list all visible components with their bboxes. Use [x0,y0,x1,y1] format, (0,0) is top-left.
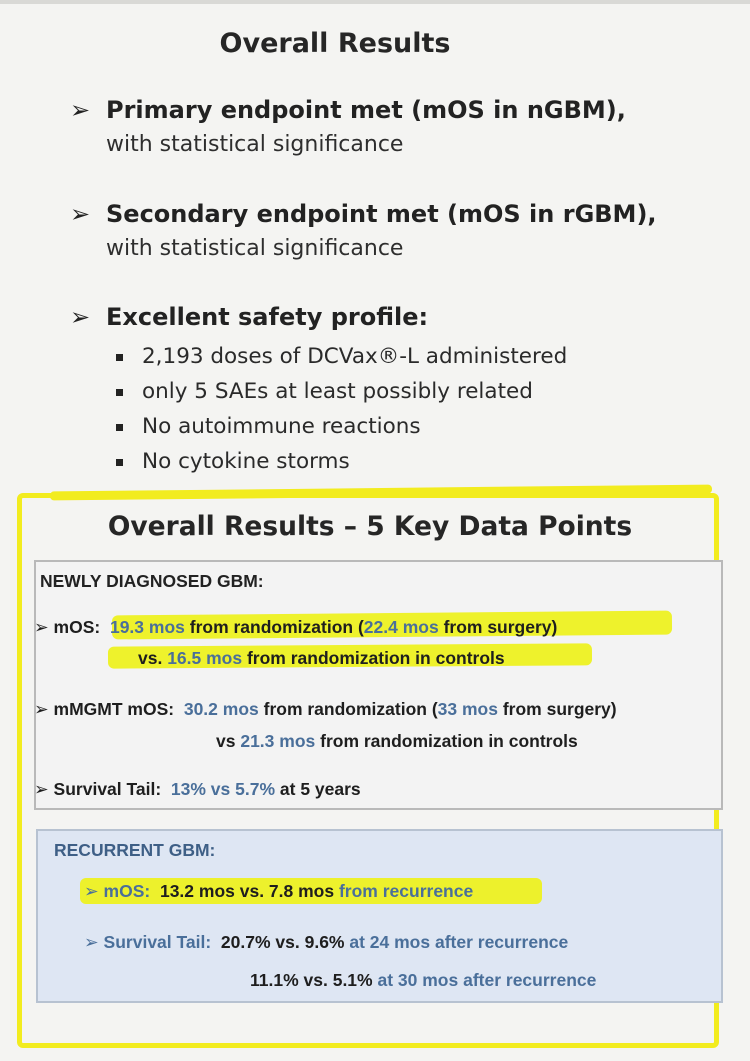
safety-bullet-text: No autoimmune reactions [142,414,421,439]
survival-tail-text: at 5 years [279,779,361,799]
arrow-bullet-icon: ➢ [70,200,91,228]
mmgmt-controls-value: 21.3 mos [240,731,316,751]
arrow-bullet-icon: ➢ [84,881,99,901]
arrow-bullet-icon: ➢ [34,779,49,799]
primary-endpoint-heading: Primary endpoint met (mOS in nGBM), [106,96,626,124]
rgbm-mos-line [84,881,473,902]
vs-text: vs [216,731,236,751]
safety-bullet-list [116,344,567,484]
rgbm-tail-24-value: 20.7% vs. 9.6% [220,932,345,952]
rgbm-tail-30-at: at 30 mos [377,970,459,990]
arrow-bullet-icon: ➢ [70,303,91,331]
controls-text: from randomization in controls [246,648,505,668]
mmgmt-surgery-text: from surgery) [502,699,617,719]
ndgbm-survival-tail-line [34,779,361,800]
survival-tail-label: Survival Tail: [53,779,162,799]
mmgmt-text: from randomization ( [263,699,438,719]
mos-label: mOS: [53,617,101,637]
arrow-bullet-icon: ➢ [70,96,91,124]
safety-profile-heading: Excellent safety profile: [106,303,429,331]
mmgmt-label: mMGMT mOS: [53,699,175,719]
rgbm-tail-30-after: after recurrence [463,970,597,990]
arrow-bullet-icon: ➢ [34,699,49,719]
mos-value: 19.3 mos [109,617,185,637]
mos-surgery-text: from surgery) [443,617,558,637]
square-bullet-icon [116,459,123,466]
rgbm-tail-24-after: after recurrence [434,932,569,952]
safety-bullet-text: No cytokine storms [142,449,350,474]
mos-surgery-value: 22.4 mos [363,617,439,637]
safety-bullet-text: only 5 SAEs at least possibly related [142,379,533,404]
primary-endpoint-subtext: with statistical significance [106,132,404,157]
rgbm-survival-tail-label: Survival Tail: [103,932,212,952]
rgbm-mos-text: from recurrence [338,881,474,901]
mmgmt-mos-line [34,699,617,720]
rgbm-mos-value: 13.2 mos vs. 7.8 mos [159,881,335,901]
newly-diagnosed-label: NEWLY DIAGNOSED GBM: [40,571,264,591]
rgbm-tail-30-value: 11.1% vs. 5.1% [250,970,373,990]
ndgbm-mos-controls-line [138,648,505,669]
safety-bullet [116,449,567,484]
square-bullet-icon [116,389,123,396]
safety-bullet [116,379,567,414]
overall-results-title: Overall Results [219,28,451,59]
rgbm-mos-label: mOS: [103,881,151,901]
controls-value: 16.5 mos [167,648,243,668]
rgbm-survival-tail-line [84,932,568,953]
secondary-endpoint-subtext: with statistical significance [106,236,404,261]
rgbm-survival-tail-line-2 [250,970,596,991]
top-divider [0,0,750,4]
mmgmt-controls-line [216,731,578,752]
arrow-bullet-icon: ➢ [34,617,49,637]
ndgbm-mos-line [34,617,557,638]
safety-bullet [116,344,567,379]
square-bullet-icon [116,424,123,431]
mos-text: from randomization ( [189,617,364,637]
key-data-points-title: Overall Results – 5 Key Data Points [107,511,633,542]
mmgmt-surgery-value: 33 mos [437,699,498,719]
rgbm-tail-24-at: at 24 mos [349,932,431,952]
newly-diagnosed-box [34,560,723,810]
arrow-bullet-icon: ➢ [84,932,99,952]
vs-text: vs. [138,648,163,668]
safety-bullet [116,414,567,449]
mmgmt-controls-text: from randomization in controls [320,731,578,751]
secondary-endpoint-heading: Secondary endpoint met (mOS in rGBM), [106,200,657,228]
safety-bullet-text: 2,193 doses of DCVax®-L administered [142,344,568,369]
mmgmt-value: 30.2 mos [183,699,259,719]
survival-tail-value: 13% vs 5.7% [170,779,276,799]
square-bullet-icon [116,354,123,361]
recurrent-label: RECURRENT GBM: [54,840,216,860]
